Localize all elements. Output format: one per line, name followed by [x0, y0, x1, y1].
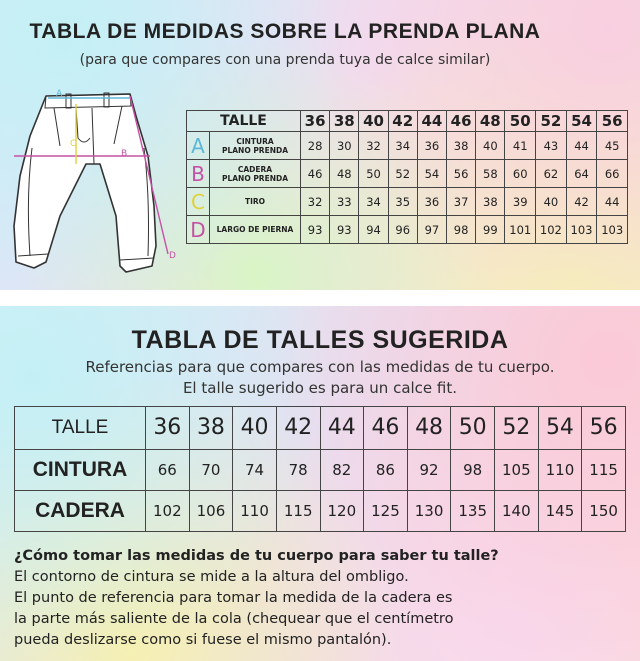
value-cell: 101 — [505, 216, 536, 244]
size-header-cell: 46 — [447, 111, 476, 132]
size-header-cell: 46 — [364, 407, 408, 450]
size-header-cell: 42 — [276, 407, 320, 450]
value-cell: 38 — [447, 132, 476, 160]
row-label-line1: CINTURA — [236, 136, 274, 146]
flat-measures-table — [186, 110, 628, 244]
value-cell: 74 — [233, 449, 277, 490]
row-label: CADERA — [15, 490, 146, 531]
value-cell: 110 — [538, 449, 582, 490]
size-header-cell: 48 — [407, 407, 451, 450]
value-cell: 33 — [330, 188, 359, 216]
value-cell: 40 — [476, 132, 505, 160]
flat-measures-title: TABLA DE MEDIDAS SOBRE LA PRENDA PLANA — [29, 20, 541, 43]
size-header-label: TALLE — [187, 111, 301, 132]
value-cell: 105 — [495, 449, 539, 490]
value-cell: 93 — [301, 216, 330, 244]
value-cell: 30 — [330, 132, 359, 160]
value-cell: 115 — [582, 449, 626, 490]
row-letter: B — [187, 160, 210, 188]
value-cell: 39 — [505, 188, 536, 216]
size-header-cell: 38 — [189, 407, 233, 450]
value-cell: 66 — [597, 160, 628, 188]
value-cell: 92 — [407, 449, 451, 490]
value-cell: 35 — [388, 188, 417, 216]
value-cell: 125 — [364, 490, 408, 531]
value-cell: 54 — [417, 160, 446, 188]
value-cell: 98 — [447, 216, 476, 244]
size-header-cell: 44 — [417, 111, 446, 132]
size-header-cell: 38 — [330, 111, 359, 132]
size-header-cell: 52 — [495, 407, 539, 450]
value-cell: 62 — [536, 160, 567, 188]
suggested-sizes-subtitle-2: El talle sugerido es para un calce fit. — [182, 379, 458, 397]
pants-diagram — [8, 86, 188, 276]
diagram-label-a: A — [56, 89, 63, 99]
row-label-line1: CADERA — [237, 164, 273, 174]
value-cell: 86 — [364, 449, 408, 490]
size-header-cell: 42 — [388, 111, 417, 132]
value-cell: 78 — [276, 449, 320, 490]
row-label: TIRO — [210, 188, 301, 216]
suggested-sizes-title: TABLA DE TALLES SUGERIDA — [131, 326, 509, 354]
value-cell: 38 — [476, 188, 505, 216]
instructions-line: El contorno de cintura se mide a la altura del ombligo. — [14, 569, 409, 585]
value-cell: 103 — [566, 216, 597, 244]
size-header-cell: 50 — [451, 407, 495, 450]
instructions-line: la parte más saliente de la cola (chequear que el centímetro — [14, 611, 454, 627]
value-cell: 50 — [359, 160, 388, 188]
value-cell: 34 — [388, 132, 417, 160]
value-cell: 32 — [359, 132, 388, 160]
table-row — [15, 407, 626, 450]
row-label-line2: PLANO PRENDA — [221, 145, 289, 155]
value-cell: 94 — [359, 216, 388, 244]
value-cell: 58 — [476, 160, 505, 188]
value-cell: 99 — [476, 216, 505, 244]
diagram-label-c: C — [70, 139, 77, 149]
value-cell: 44 — [566, 132, 597, 160]
value-cell: 98 — [451, 449, 495, 490]
flat-garment-section — [0, 0, 640, 290]
value-cell: 56 — [447, 160, 476, 188]
size-header-cell: 40 — [233, 407, 277, 450]
row-label-line2: PLANO PRENDA — [221, 173, 289, 183]
value-cell: 64 — [566, 160, 597, 188]
table-row — [187, 188, 628, 216]
size-header-cell: 56 — [597, 111, 628, 132]
size-header-cell: 44 — [320, 407, 364, 450]
value-cell: 102 — [536, 216, 567, 244]
table-row — [187, 216, 628, 244]
value-cell: 43 — [536, 132, 567, 160]
value-cell: 34 — [359, 188, 388, 216]
value-cell: 48 — [330, 160, 359, 188]
suggested-sizes-table — [14, 406, 626, 532]
value-cell: 140 — [495, 490, 539, 531]
size-header-cell: 36 — [301, 111, 330, 132]
value-cell: 103 — [597, 216, 628, 244]
value-cell: 150 — [582, 490, 626, 531]
row-label — [210, 160, 301, 188]
value-cell: 66 — [146, 449, 190, 490]
instructions-line: El punto de referencia para tomar la medida de la cadera es — [14, 590, 453, 606]
value-cell: 60 — [505, 160, 536, 188]
value-cell: 36 — [417, 188, 446, 216]
value-cell: 42 — [566, 188, 597, 216]
size-header-cell: 48 — [476, 111, 505, 132]
row-label: CINTURA — [15, 449, 146, 490]
size-header-cell: 36 — [146, 407, 190, 450]
row-label — [210, 132, 301, 160]
value-cell: 37 — [447, 188, 476, 216]
diagram-label-b: B — [121, 149, 128, 159]
value-cell: 96 — [388, 216, 417, 244]
size-header-cell: 54 — [566, 111, 597, 132]
value-cell: 45 — [597, 132, 628, 160]
value-cell: 106 — [189, 490, 233, 531]
row-letter: C — [187, 188, 210, 216]
size-header-cell: 56 — [582, 407, 626, 450]
instructions-line: pueda deslizarse como si fuese el mismo pantalón). — [14, 632, 392, 648]
size-header-cell: 54 — [538, 407, 582, 450]
table-row — [15, 490, 626, 531]
size-header-cell: 40 — [359, 111, 388, 132]
size-header-cell: 52 — [536, 111, 567, 132]
value-cell: 115 — [276, 490, 320, 531]
value-cell: 120 — [320, 490, 364, 531]
value-cell: 82 — [320, 449, 364, 490]
value-cell: 52 — [388, 160, 417, 188]
value-cell: 40 — [536, 188, 567, 216]
value-cell: 110 — [233, 490, 277, 531]
row-label: LARGO DE PIERNA — [210, 216, 301, 244]
measuring-instructions — [14, 546, 629, 651]
value-cell: 135 — [451, 490, 495, 531]
value-cell: 145 — [538, 490, 582, 531]
value-cell: 46 — [301, 160, 330, 188]
value-cell: 130 — [407, 490, 451, 531]
value-cell: 93 — [330, 216, 359, 244]
section-divider — [0, 290, 640, 306]
value-cell: 36 — [417, 132, 446, 160]
value-cell: 102 — [146, 490, 190, 531]
value-cell: 44 — [597, 188, 628, 216]
row-letter: D — [187, 216, 210, 244]
value-cell: 32 — [301, 188, 330, 216]
flat-measures-subtitle: (para que compares con una prenda tuya de calce similar) — [79, 52, 491, 68]
instructions-question: ¿Cómo tomar las medidas de tu cuerpo para saber tu talle? — [14, 548, 499, 564]
value-cell: 70 — [189, 449, 233, 490]
size-header-cell: 50 — [505, 111, 536, 132]
table-row — [187, 132, 628, 160]
value-cell: 41 — [505, 132, 536, 160]
suggested-sizes-subtitle-1: Referencias para que compares con las medidas de tu cuerpo. — [85, 358, 555, 376]
table-row — [187, 160, 628, 188]
size-header-label: TALLE — [15, 407, 146, 450]
value-cell: 97 — [417, 216, 446, 244]
diagram-label-d: D — [169, 251, 176, 261]
suggested-sizes-section — [0, 306, 640, 661]
row-letter: A — [187, 132, 210, 160]
value-cell: 28 — [301, 132, 330, 160]
table-row — [15, 449, 626, 490]
